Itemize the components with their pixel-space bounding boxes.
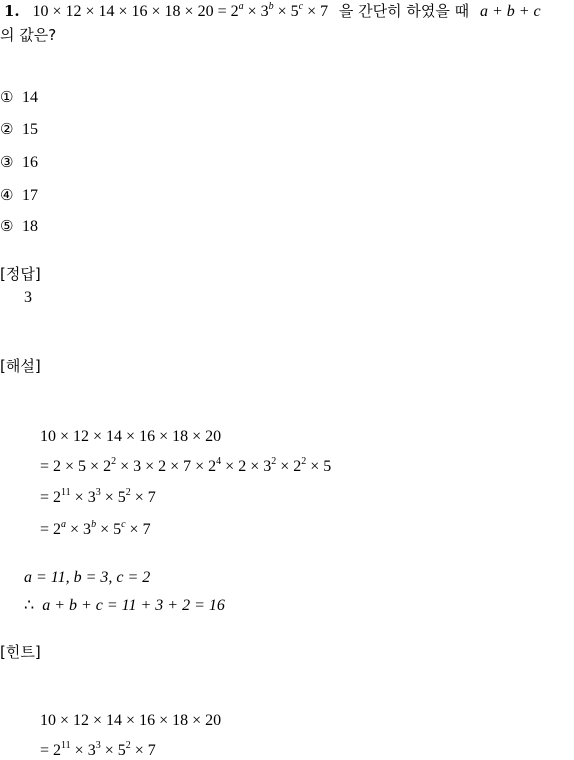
expr-exp-a: a: [238, 1, 244, 12]
question-expression: [32, 3, 328, 20]
choice-value: 18: [22, 218, 38, 235]
expr-exp-b: b: [268, 1, 274, 12]
solution-conclusion-line: [24, 595, 225, 615]
choice-value: 17: [22, 187, 38, 204]
solution-conclusion: a + b + c = 11 + 3 + 2 = 16: [42, 597, 225, 614]
hint-line-1: 10 × 12 × 14 × 16 × 18 × 20: [40, 712, 222, 729]
question-number: 1.: [4, 2, 20, 20]
expr-tail-7: × 7: [303, 3, 329, 20]
expr-mid-3: × 3: [243, 3, 269, 20]
solution-line-2: = $2 \times 5 \times 2^2 \times 3 \times 2 \times 7 \times 2^4 \times 2 \times 3^2 \times 2^2 \times 5$: [40, 456, 332, 475]
solution-line-4: = $2^a \times 3^b \times 5^c \times 7$: [40, 519, 151, 538]
solution-line-3: = $2^{11} \times 3^3 \times 5^2 \times 7$: [40, 487, 156, 506]
answer-value: 3: [24, 289, 32, 306]
solution-line-1: 10 × 12 × 14 × 16 × 18 × 20: [40, 428, 222, 445]
choice-value: 14: [22, 89, 38, 106]
therefore-symbol: ∴: [24, 597, 35, 614]
expr-mid-5: × 5: [273, 3, 299, 20]
choice-2[interactable]: [0, 120, 38, 139]
choice-value: 15: [22, 121, 38, 138]
question-text-2: 의 값은?: [0, 26, 57, 44]
solution-values: a = 11, b = 3, c = 2: [24, 569, 151, 586]
choice-1[interactable]: [0, 88, 38, 107]
question-line-1: [4, 0, 541, 21]
choice-mark: ①: [0, 88, 14, 106]
question-target: a + b + c: [479, 3, 541, 20]
choice-value: 16: [22, 154, 38, 171]
choice-mark: ②: [0, 120, 14, 138]
question-text-1: 을 간단히 하였을 때: [338, 2, 470, 20]
expr-lhs: 10 × 12 × 14 × 16 × 18 × 20 =: [32, 3, 231, 20]
choice-4[interactable]: [0, 186, 38, 205]
expr-base-2: 2: [230, 3, 239, 20]
expr-exp-c: c: [298, 1, 304, 12]
choice-mark: ④: [0, 186, 14, 204]
choice-mark: ⑤: [0, 217, 14, 235]
hint-label: [힌트]: [0, 643, 41, 661]
answer-label: [정답]: [0, 265, 41, 283]
hint-line-2: = $2^{11} \times 3^3 \times 5^2 \times 7$: [40, 740, 156, 759]
choice-5[interactable]: [0, 217, 38, 236]
choice-mark: ③: [0, 153, 14, 171]
choice-3[interactable]: [0, 153, 38, 172]
solution-label: [해설]: [0, 357, 41, 375]
